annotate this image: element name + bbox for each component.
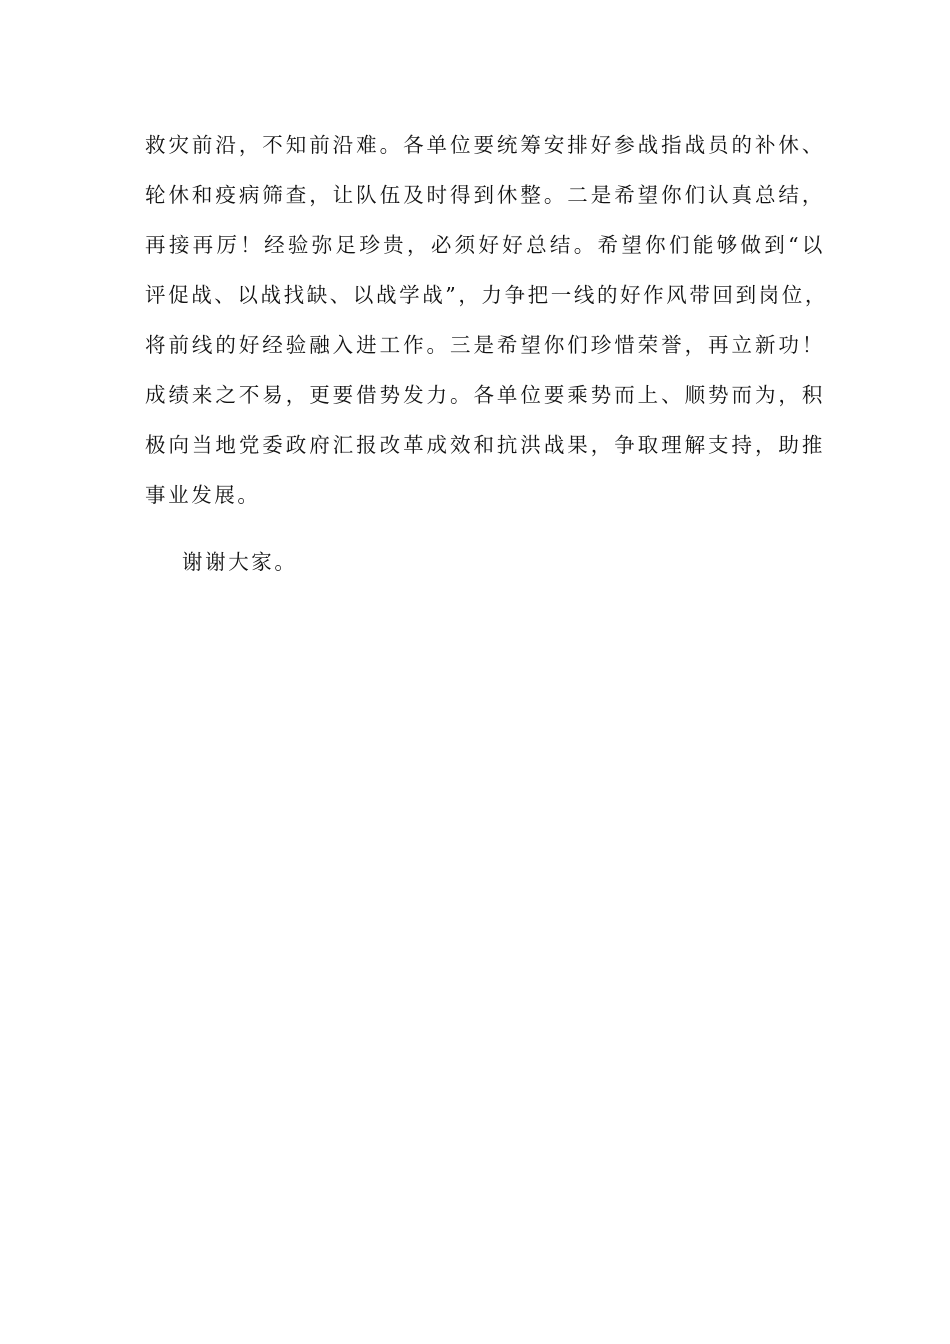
paragraph-line-8: 事业发展。	[145, 483, 261, 507]
closing-remark: 谢谢大家。	[182, 550, 298, 574]
paragraph-line-6: 成绩来之不易，更要借势发力。各单位要乘势而上、顺势而为，积	[145, 383, 825, 407]
paragraph-line-4: 评促战、以战找缺、以战学战”，力争把一线的好作风带回到岗位，	[145, 283, 828, 307]
body-paragraph	[145, 127, 828, 527]
paragraph-line-2: 轮休和疫病筛查，让队伍及时得到休整。二是希望你们认真总结，	[145, 183, 825, 207]
paragraph-line-7: 极向当地党委政府汇报改革成效和抗洪战果，争取理解支持，助推	[145, 433, 825, 457]
paragraph-line-1: 救灾前沿，不知前沿难。各单位要统筹安排好参战指战员的补休、	[145, 133, 825, 157]
paragraph-line-3: 再接再厉！经验弥足珍贵，必须好好总结。希望你们能够做到“以	[145, 233, 825, 257]
paragraph-line-5: 将前线的好经验融入进工作。三是希望你们珍惜荣誉，再立新功！	[145, 333, 825, 357]
